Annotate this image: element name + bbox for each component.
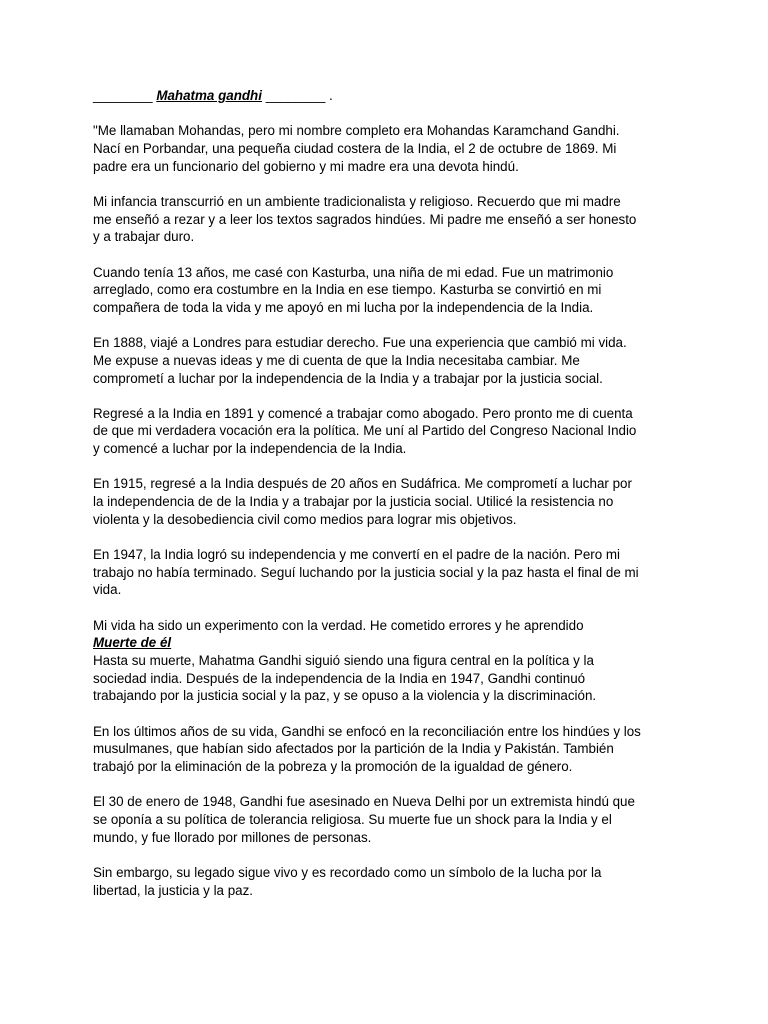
paragraph-line: mundo, y fue llorado por millones de personas.	[93, 829, 372, 845]
title-text: Mahatma gandhi	[156, 88, 262, 103]
paragraph-line: y comencé a luchar por la independencia de la India.	[93, 441, 407, 457]
paragraph-line: libertad, la justicia y la paz.	[93, 882, 254, 898]
paragraph-line: Nací en Porbandar, una pequeña ciudad costera de la India, el 2 de octubre de 1869. Mi	[93, 140, 617, 156]
paragraph-line: En 1888, viajé a Londres para estudiar derecho. Fue una experiencia que cambió mi vida.	[93, 335, 627, 351]
paragraph-line: En 1915, regresé a la India después de 20 años en Sudáfrica. Me comprometí a luchar por	[93, 476, 632, 492]
paragraph	[93, 723, 768, 776]
paragraph	[93, 475, 768, 528]
paragraph-line: Mi infancia transcurrió en un ambiente tradicionalista y religioso. Recuerdo que mi madre	[93, 193, 621, 209]
paragraph-line: musulmanes, que habían sido afectados por la partición de la India y Pakistán. También	[93, 741, 614, 757]
paragraph-line: Regresé a la India en 1891 y comencé a trabajar como abogado. Pero pronto me di cuenta	[93, 405, 633, 421]
paragraph-line: Me expuse a nuevas ideas y me di cuenta de que la India necesitaba cambiar. Me	[93, 352, 580, 368]
document-title	[93, 87, 768, 105]
paragraph-line: Cuando tenía 13 años, me casé con Kasturba, una niña de mi edad. Fue un matrimonio	[93, 264, 614, 280]
paragraph-line: "Me llamaban Mohandas, pero mi nombre completo era Mohandas Karamchand Gandhi.	[93, 123, 620, 139]
paragraph	[93, 405, 768, 458]
paragraph	[93, 617, 768, 635]
paragraph-line: En los últimos años de su vida, Gandhi se enfocó en la reconciliación entre los hindúes y los	[93, 723, 641, 739]
paragraph-line: Hasta su muerte, Mahatma Gandhi siguió siendo una figura central en la política y la	[93, 653, 594, 668]
paragraph	[93, 122, 768, 175]
paragraph	[93, 264, 768, 317]
paragraph-line: la independencia de de la India y a trabajar por la justicia social. Utilicé la resistencia no	[93, 494, 614, 510]
paragraph	[93, 864, 768, 899]
paragraph	[93, 793, 768, 846]
paragraph-line: trabajó por la eliminación de la pobreza y la promoción de la igualdad de género.	[93, 758, 573, 774]
paragraph	[93, 546, 768, 599]
title-blank-after: ________	[265, 88, 326, 103]
paragraph-line: padre era un funcionario del gobierno y mi madre era una devota hindú.	[93, 158, 519, 174]
paragraph-line: En 1947, la India logró su independencia y me convertí en el padre de la nación. Pero mi	[93, 547, 621, 563]
paragraph-line: se oponía a su política de tolerancia religiosa. Su muerte fue un shock para la India y el	[93, 811, 612, 827]
paragraph-line: Sin embargo, su legado sigue vivo y es recordado como un símbolo de la lucha por la	[93, 864, 602, 880]
paragraph-line: vida.	[93, 582, 122, 598]
paragraph-line: me enseñó a rezar y a leer los textos sagrados hindúes. Mi padre me enseñó a ser honesto	[93, 211, 637, 227]
paragraph-line: comprometí a luchar por la independencia de la India y a trabajar por la justicia social.	[93, 370, 603, 386]
paragraph-line: trabajo no había terminado. Seguí luchando por la justicia social y la paz hasta el final de mi	[93, 564, 639, 580]
paragraph-line: trabajando por la justicia social y la paz, y se opuso a la violencia y la discriminación.	[93, 688, 597, 704]
paragraph	[93, 652, 768, 705]
section-heading	[93, 634, 768, 652]
paragraph-line: de que mi verdadera vocación era la política. Me uní al Partido del Congreso Nacional Indio	[93, 423, 637, 439]
paragraph-line: arreglado, como era costumbre en la India en ese tiempo. Kasturba se convirtió en mi	[93, 282, 602, 298]
paragraph-line: y a trabajar duro.	[93, 229, 195, 245]
paragraph-line: compañera de toda la vida y me apoyó en mi lucha por la independencia de la India.	[93, 299, 594, 315]
paragraph	[93, 334, 768, 387]
paragraph-line: El 30 de enero de 1948, Gandhi fue asesinado en Nueva Delhi por un extremista hindú que	[93, 794, 635, 810]
section-heading-text: Muerte de él	[93, 635, 172, 651]
paragraph-line: sociedad india. Después de la independencia de la India en 1947, Gandhi continuó	[93, 670, 586, 686]
paragraph-line: violenta y la desobediencia civil como medios para lograr mis objetivos.	[93, 511, 517, 527]
paragraph-line: Mi vida ha sido un experimento con la verdad. He cometido errores y he aprendido	[93, 617, 584, 633]
title-blank-before: ________	[93, 88, 153, 103]
paragraph	[93, 193, 768, 246]
title-period: .	[329, 88, 333, 103]
